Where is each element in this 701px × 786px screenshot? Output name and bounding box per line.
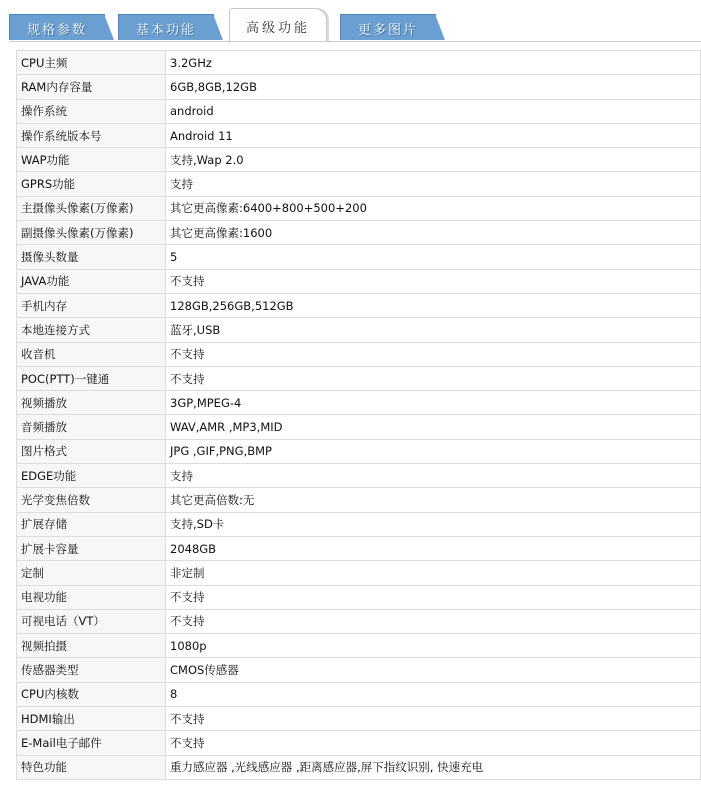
spec-key: POC(PTT)一键通 [17, 366, 166, 390]
tab-label: 更多图片 [357, 23, 418, 38]
spec-key: RAM内存容量 [17, 75, 166, 99]
spec-value: 支持,SD卡 [166, 512, 701, 536]
spec-value: 支持 [166, 464, 701, 488]
spec-value: 1080p [166, 634, 701, 658]
spec-value: 非定制 [166, 561, 701, 585]
spec-value: 其它更高像素:6400+800+500+200 [166, 196, 701, 220]
spec-value: 128GB,256GB,512GB [166, 293, 701, 317]
spec-key: 副摄像头像素(万像素) [17, 221, 166, 245]
spec-key: 可视电话（VT） [17, 609, 166, 633]
spec-value: 不支持 [166, 707, 701, 731]
table-row [17, 707, 701, 731]
spec-value: 5 [166, 245, 701, 269]
tab-more-images[interactable] [340, 14, 436, 40]
table-row [17, 464, 701, 488]
spec-key: 手机内存 [17, 293, 166, 317]
spec-key: E-Mail电子邮件 [17, 731, 166, 755]
tab-label: 高级功能 [245, 21, 310, 36]
spec-table [16, 50, 701, 780]
spec-value: 蓝牙,USB [166, 318, 701, 342]
spec-key: 图片格式 [17, 439, 166, 463]
spec-value: 3GP,MPEG-4 [166, 391, 701, 415]
table-row [17, 512, 701, 536]
table-row [17, 148, 701, 172]
spec-value: 支持,Wap 2.0 [166, 148, 701, 172]
tab-divider [9, 41, 701, 42]
spec-value: 不支持 [166, 342, 701, 366]
table-row [17, 561, 701, 585]
spec-value: 不支持 [166, 585, 701, 609]
table-row [17, 123, 701, 147]
spec-key: EDGE功能 [17, 464, 166, 488]
spec-key: 本地连接方式 [17, 318, 166, 342]
table-row [17, 51, 701, 75]
spec-key: 主摄像头像素(万像素) [17, 196, 166, 220]
spec-key: 收音机 [17, 342, 166, 366]
table-row [17, 75, 701, 99]
spec-key: 光学变焦倍数 [17, 488, 166, 512]
spec-value: 8 [166, 682, 701, 706]
table-row [17, 609, 701, 633]
table-row [17, 634, 701, 658]
spec-key: 音频播放 [17, 415, 166, 439]
tab-advanced-functions[interactable] [229, 8, 327, 42]
table-row [17, 755, 701, 779]
table-row [17, 196, 701, 220]
table-row [17, 318, 701, 342]
spec-value: 3.2GHz [166, 51, 701, 75]
spec-value: 重力感应器 ,光线感应器 ,距离感应器,屏下指纹识别, 快速充电 [166, 755, 701, 779]
spec-value: 2048GB [166, 536, 701, 560]
spec-key: 特色功能 [17, 755, 166, 779]
table-row [17, 391, 701, 415]
spec-key: 传感器类型 [17, 658, 166, 682]
spec-key: 操作系统 [17, 99, 166, 123]
table-row [17, 293, 701, 317]
spec-key: 扩展卡容量 [17, 536, 166, 560]
spec-key: 摄像头数量 [17, 245, 166, 269]
spec-key: WAP功能 [17, 148, 166, 172]
spec-key: 电视功能 [17, 585, 166, 609]
tab-basic-functions[interactable] [118, 14, 214, 40]
spec-value: 不支持 [166, 731, 701, 755]
spec-key: 视频播放 [17, 391, 166, 415]
tab-label: 基本功能 [135, 23, 196, 38]
table-row [17, 585, 701, 609]
table-row [17, 658, 701, 682]
tab-bar [0, 0, 701, 42]
spec-key: 操作系统版本号 [17, 123, 166, 147]
tab-label: 规格参数 [26, 23, 87, 38]
spec-key: CPU内核数 [17, 682, 166, 706]
spec-value: 其它更高倍数:无 [166, 488, 701, 512]
spec-key: 扩展存储 [17, 512, 166, 536]
spec-key: JAVA功能 [17, 269, 166, 293]
table-row [17, 269, 701, 293]
table-row [17, 172, 701, 196]
table-row [17, 99, 701, 123]
spec-value: android [166, 99, 701, 123]
spec-value: CMOS传感器 [166, 658, 701, 682]
table-row [17, 221, 701, 245]
spec-value: Android 11 [166, 123, 701, 147]
spec-key: GPRS功能 [17, 172, 166, 196]
spec-value: 其它更高像素:1600 [166, 221, 701, 245]
table-row [17, 415, 701, 439]
table-row [17, 731, 701, 755]
table-row [17, 536, 701, 560]
spec-key: 定制 [17, 561, 166, 585]
spec-value: JPG ,GIF,PNG,BMP [166, 439, 701, 463]
table-row [17, 682, 701, 706]
spec-key: CPU主频 [17, 51, 166, 75]
table-row [17, 366, 701, 390]
spec-key: HDMI输出 [17, 707, 166, 731]
table-row [17, 439, 701, 463]
spec-value: 不支持 [166, 269, 701, 293]
tab-spec-params[interactable] [9, 14, 105, 40]
spec-key: 视频拍摄 [17, 634, 166, 658]
spec-value: 不支持 [166, 366, 701, 390]
spec-value: 支持 [166, 172, 701, 196]
table-row [17, 245, 701, 269]
table-row [17, 488, 701, 512]
spec-value: 6GB,8GB,12GB [166, 75, 701, 99]
spec-value: 不支持 [166, 609, 701, 633]
spec-value: WAV,AMR ,MP3,MID [166, 415, 701, 439]
table-row [17, 342, 701, 366]
